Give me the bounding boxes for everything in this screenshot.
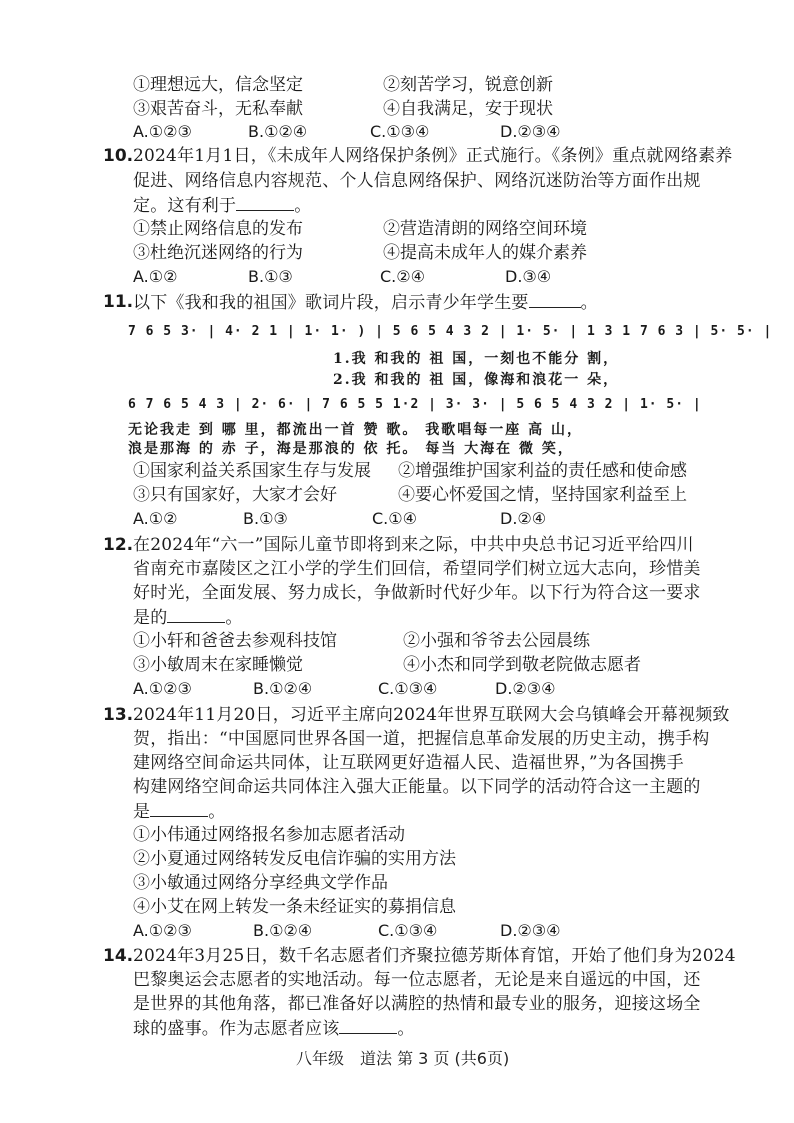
q12-stem-line-2: 省南充市嘉陵区之江小学的学生们回信，希望同学们树立远大志向，珍惜美 [133,559,701,579]
q13-stem-line-3: 建网络空间命运共同体，让互联网更好造福人民、造福世界，”为各国携手 [133,753,684,773]
q14-number: 14. [103,946,134,966]
q10-option-1: ①禁止网络信息的发布 [133,219,303,239]
q13-answer-a: A.①②③ [133,921,192,940]
q12-answer-b: B.①②④ [253,679,313,698]
answer-blank [529,291,581,308]
q12-stem-line-3: 好时光，全面发展、努力成长，争做新时代好少年。以下行为符合这一要求 [133,583,701,603]
q10-option-4: ④提高未成年人的媒介素养 [383,243,587,263]
q10-answer-d: D.③④ [505,267,552,286]
q10-option-3: ③杜绝沉迷网络的行为 [133,243,303,263]
q13-stem-line-2: 贺，指出：“中国愿同世界各国一道，把握信息革命发展的历史主动，携手构 [133,729,710,749]
q13-answer-b: B.①②④ [253,921,313,940]
q12-answer-d: D.②③④ [495,679,556,698]
q9-option-1: ①理想远大，信念坚定 [133,75,303,95]
q14-stem-line-4: 球的盛事。作为志愿者应该 。 [133,1019,415,1039]
answer-blank [236,194,294,211]
q11-answer-a: A.①② [133,509,178,528]
page-footer: 八年级 道法 第 3 页 (共6页) [296,1049,510,1068]
answer-blank [339,1017,397,1034]
q10-option-2: ②营造清朗的网络空间环境 [383,219,587,239]
score-notes-row-2: 6 7 6 5 4 3 | 2· 6· | 7 6 5 5 1·2 | 3· 3· | 5 6 5 4 3 2 | 1· 5· | [128,397,702,412]
q13-answer-c: C.①③④ [378,921,438,940]
q13-stem-line-1: 2024年11月20日，习近平主席向2024年世界互联网大会乌镇峰会开幕视频致 [133,705,730,725]
q12-option-3: ③小敏周末在家睡懒觉 [133,655,303,675]
q9-option-2: ②刻苦学习，锐意创新 [383,75,553,95]
q10-stem-line-2: 促进、网络信息内容规范、个人信息网络保护、网络沉迷防治等方面作出规 [133,171,701,191]
score-notes-row-1: 7 6 5 3· | 4· 2 1 | 1· 1· ) | 5 6 5 4 3 2 | 1· 5· | 1 3 1 7 6 3 | 5· 5· | [128,324,773,339]
q13-option-3: ③小敏通过网络分享经典文学作品 [133,873,388,893]
q10-answer-a: A.①② [133,267,178,286]
q9-answer-d: D.②③④ [500,122,561,141]
score-lyric-row-2a: 无论我走 到 哪 里，都流出一首 赞 歌。 我歌唱每一座 高 山， [128,422,583,438]
score-lyric-row-1b: 2.我 和我的 祖 国，像海和浪花一 朵， [333,372,620,388]
q12-option-2: ②小强和爷爷去公园晨练 [403,631,590,651]
q12-number: 12. [103,535,134,555]
score-lyric-row-1a: 1.我 和我的 祖 国，一刻也不能分 割， [333,351,620,367]
q9-option-4: ④自我满足，安于现状 [383,99,553,119]
q14-stem-line-3: 是世界的其他角落，都已准备好以满腔的热情和最专业的服务，迎接这场全 [133,994,701,1014]
q13-answer-d: D.②③④ [500,921,561,940]
answer-blank [150,800,208,817]
q11-number: 11. [103,292,134,312]
q10-stem-line-3: 定。这有利于 。 [133,196,312,216]
q11-option-4: ④要心怀爱国之情，坚持国家利益至上 [398,485,687,505]
answer-blank [167,606,225,623]
q13-stem-line-5: 是 。 [133,802,226,822]
q11-option-2: ②增强维护国家利益的责任感和使命感 [398,461,687,481]
q11-stem: 以下《我和我的祖国》歌词片段，启示青少年学生要 。 [133,293,598,313]
q13-stem-line-4: 构建网络空间命运共同体注入强大正能量。以下同学的活动符合这一主题的 [133,777,701,797]
score-lyric-row-2b: 浪是那海 的 赤 子，海是那浪的 依 托。 每当 大海在 微 笑， [128,441,574,457]
q11-option-3: ③只有国家好，大家才会好 [133,485,337,505]
q11-answer-b: B.①③ [243,509,288,528]
q9-answer-b: B.①②④ [248,122,308,141]
q13-number: 13. [103,705,134,725]
q12-answer-a: A.①②③ [133,679,192,698]
q10-answer-c: C.②④ [380,267,425,286]
q10-stem-line-1: 2024年1月1日，《未成年人网络保护条例》正式施行。《条例》重点就网络素养 [133,146,733,166]
music-score [128,318,773,457]
q12-option-4: ④小杰和同学到敬老院做志愿者 [403,655,641,675]
q10-number: 10. [103,146,134,166]
q12-stem-line-1: 在2024年“六一”国际儿童节即将到来之际，中共中央总书记习近平给四川 [133,535,694,555]
q11-answer-c: C.①④ [372,509,417,528]
q9-answer-c: C.①③④ [370,122,430,141]
q9-option-3: ③艰苦奋斗，无私奉献 [133,99,303,119]
q13-option-4: ④小艾在网上转发一条未经证实的募捐信息 [133,897,456,917]
q12-stem-line-4: 是的 。 [133,608,243,628]
q14-stem-line-1: 2024年3月25日，数千名志愿者们齐聚拉德芳斯体育馆，开始了他们身为2024 [133,946,736,966]
q12-option-1: ①小轩和爸爸去参观科技馆 [133,631,337,651]
q13-option-2: ②小夏通过网络转发反电信诈骗的实用方法 [133,849,456,869]
q9-answer-a: A.①②③ [133,122,192,141]
q11-answer-d: D.②④ [500,509,547,528]
q12-answer-c: C.①③④ [378,679,438,698]
q14-stem-line-2: 巴黎奥运会志愿者的实地活动。每一位志愿者，无论是来自遥远的中国，还 [133,970,701,990]
q10-answer-b: B.①③ [248,267,293,286]
q11-option-1: ①国家利益关系国家生存与发展 [133,461,371,481]
q13-option-1: ①小伟通过网络报名参加志愿者活动 [133,825,405,845]
